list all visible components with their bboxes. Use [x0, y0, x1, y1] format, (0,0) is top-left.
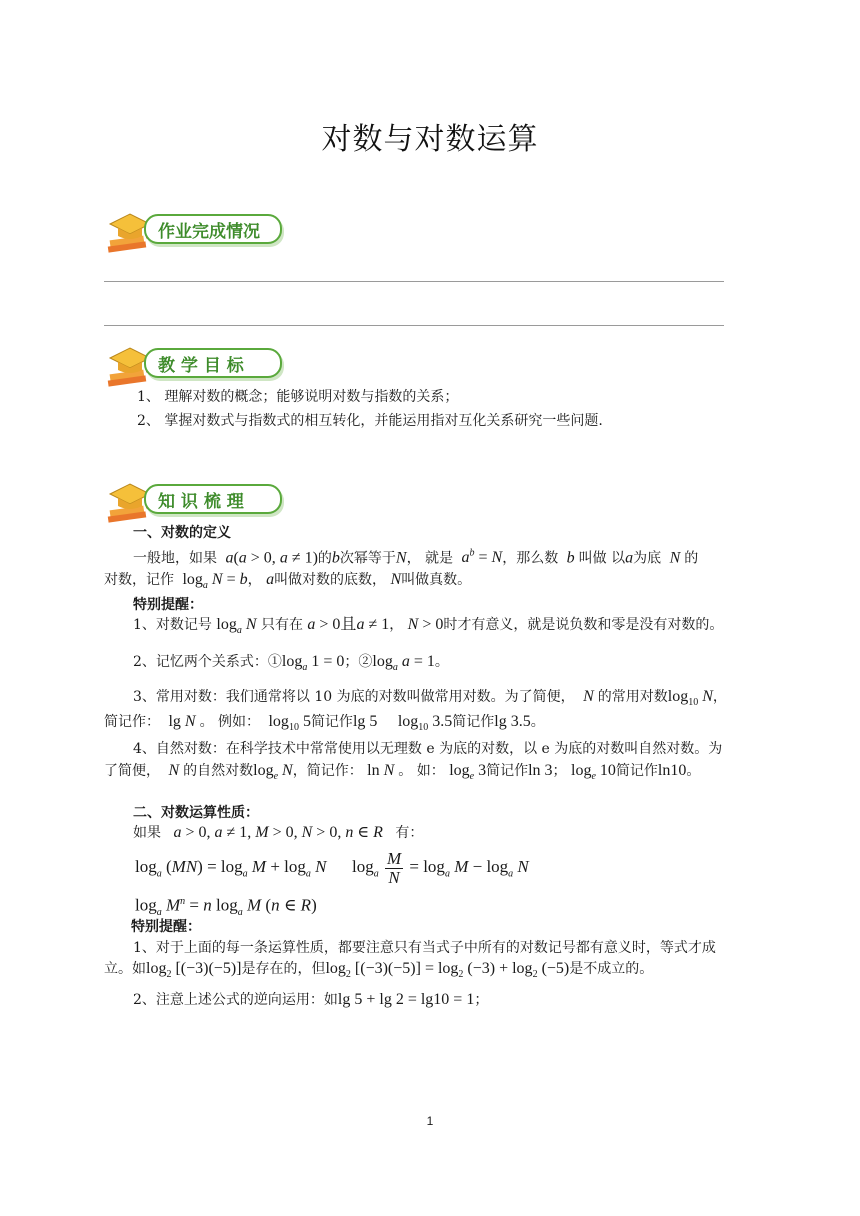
reminder-2: 2、注意上述公式的逆向运用：如lg 5 + lg 2 = lg10 = 1； — [133, 991, 489, 1008]
reminder-3: 3、常用对数：我们通常将以 10 为底的对数叫做常用对数。为了简便， N 的常用对数$\log_{10} N$， — [133, 688, 727, 709]
badge-homework — [104, 208, 282, 254]
reminder-heading: 特别提醒： — [133, 597, 203, 613]
badge-label: 知 识 梳 理 — [158, 492, 244, 512]
formula-power: $\log_a M^n = n$ $\log_a M$ (n ∈ R) — [135, 895, 317, 919]
answer-line — [104, 281, 724, 282]
reminder-1: 1、对数记号 $\log_a N$ 只有在 a > 0且a ≠ 1， N > 0时才有意义，就是说负数和零是没有对数的。 — [133, 616, 724, 637]
badge-knowledge — [104, 478, 282, 524]
badge-label: 教 学 目 标 — [158, 356, 244, 376]
answer-line — [104, 325, 724, 326]
reminder-1: 1、对于上面的每一条运算性质，都要注意只有当式子中所有的对数记号都有意义时，等式才成 — [133, 940, 716, 956]
goal-item: 2、 掌握对数式与指数式的相互转化，并能运用指对互化关系研究一些问题. — [137, 413, 603, 429]
goal-item: 1、 理解对数的概念；能够说明对数与指数的关系； — [137, 389, 459, 405]
badge-goals — [104, 342, 282, 388]
reminder-heading: 特别提醒： — [131, 919, 201, 935]
reminder-3-cont: 简记作： lg N 。 例如： $\log_{10} 5$简记作lg 5 $\log_{10} 3.5$简记作lg 3.5。 — [104, 713, 545, 734]
condition-line: 如果 a > 0, a ≠ 1, M > 0, N > 0, n ∈ R 有： — [133, 824, 424, 841]
definition-line: 一般地，如果 a(a > 0, a ≠ 1)的b次幂等于N， 就是 $a^b = N$，那么数 b 叫做 以a为底 N 的 — [133, 548, 699, 567]
reminder-2: 2、记忆两个关系式：$①\log_a$ 1 = 0；$②\log_a$ a = 1。 — [133, 653, 449, 674]
badge-label: 作业完成情况 — [158, 222, 260, 242]
formula-product-quotient: $\log_a (MN) = \log_a M + \log_a N$ $\log_a$ $\frac{M}{N}$ = $\log_a M - \log_a N$ — [135, 848, 529, 887]
reminder-4: 4、自然对数：在科学技术中常常使用以无理数 e 为底的对数，以 e 为底的对数叫自然对数。为 — [133, 741, 723, 757]
reminder-4-cont: 了简便， N 的自然对数$\log_e N$，简记作： ln N 。 如： $\log_e 3$简记作ln 3； $\log_e 10$简记作ln10。 — [104, 762, 701, 783]
page-title: 对数与对数运算 — [321, 122, 539, 157]
section-heading: 一、对数的定义 — [133, 525, 231, 541]
section-heading: 二、对数运算性质： — [133, 805, 259, 821]
definition-line-2: 对数，记作 $\log_a N = b$， a叫做对数的底数， N叫做真数。 — [104, 571, 472, 592]
reminder-1-cont: 立。如$\log_2 [(-3)(-5)]$是存在的，但$\log_2 [(-3)(-5)] = \log_2 (-3) + \log_2 (-5)$是不成立的。 — [104, 960, 654, 981]
page-number: 1 — [426, 1114, 434, 1128]
